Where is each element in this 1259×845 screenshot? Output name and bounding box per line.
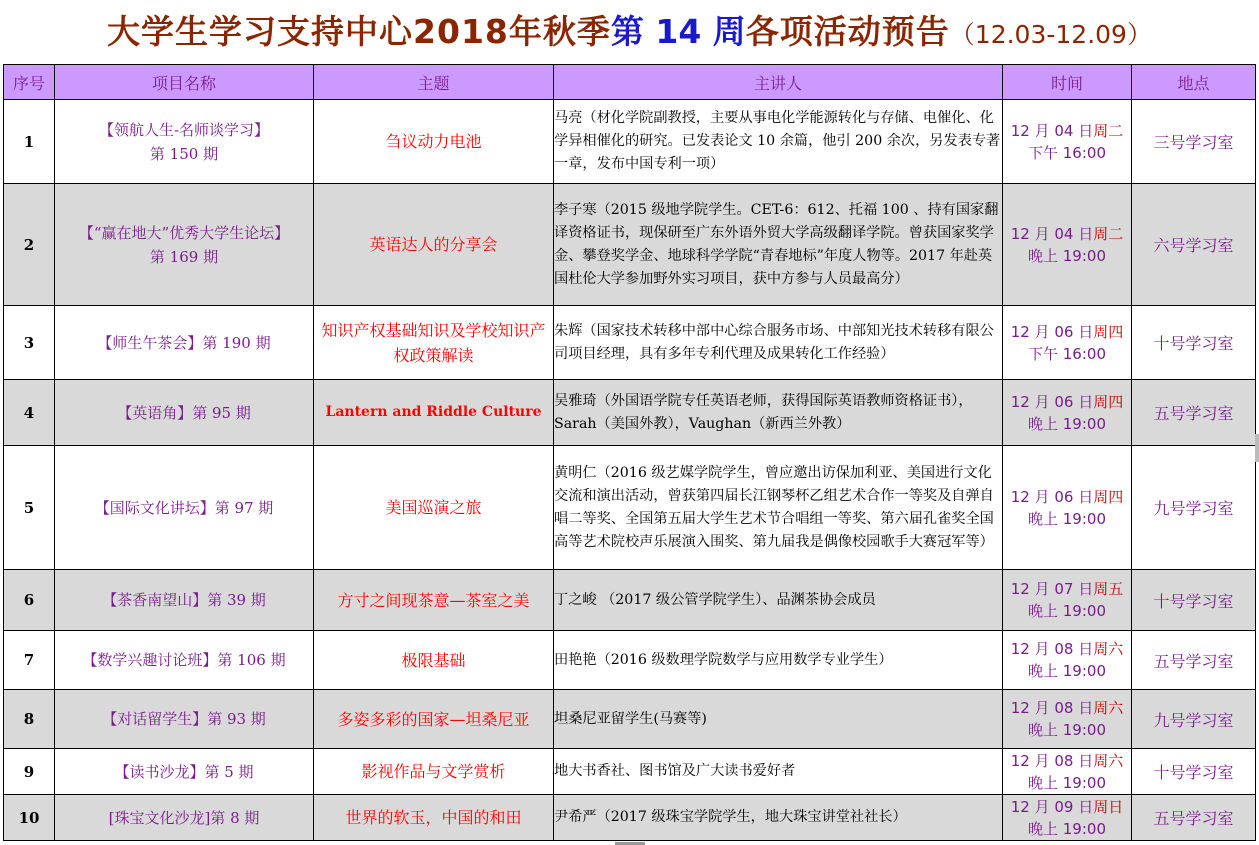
- row-speaker: 地大书香社、图书馆及广大读书爱好者: [554, 749, 1003, 795]
- row-speaker: 田艳艳（2016 级数理学院数学与应用数学专业学生）: [554, 631, 1003, 690]
- table-row: [4, 570, 1256, 631]
- row-speaker: 吴雅琦（外国语学院专任英语老师，获得国际英语教师资格证书），Sarah（美国外教），Vaughan（新西兰外教）: [554, 380, 1003, 446]
- row-place: 六号学习室: [1132, 184, 1256, 306]
- row-clock: 下午 16:00: [1028, 143, 1106, 162]
- row-weekday: 周四: [1093, 322, 1124, 341]
- row-topic: 极限基础: [314, 631, 554, 690]
- row-clock: 晚上 19:00: [1028, 602, 1106, 620]
- row-topic: 美国巡演之旅: [314, 446, 554, 570]
- row-speaker: 坦桑尼亚留学生(马赛等): [554, 690, 1003, 749]
- header-name: 项目名称: [55, 65, 314, 100]
- row-clock: 晚上 19:00: [1028, 819, 1106, 838]
- row-date: 12 月 06 日: [1010, 392, 1094, 411]
- row-time: [1003, 570, 1132, 631]
- row-date: 12 月 08 日: [1010, 640, 1094, 658]
- row-weekday: 周六: [1093, 640, 1124, 658]
- row-weekday: 周二: [1093, 224, 1124, 243]
- row-name: [55, 184, 314, 306]
- row-place: 五号学习室: [1132, 631, 1256, 690]
- row-num: 2: [4, 184, 55, 306]
- table-header-row: [4, 65, 1256, 100]
- title-part-3: 各项活动预告: [745, 12, 950, 51]
- table-row: [4, 631, 1256, 690]
- row-place: 三号学习室: [1132, 100, 1256, 184]
- row-time: [1003, 100, 1132, 184]
- row-place: 十号学习室: [1132, 306, 1256, 380]
- row-clock: 晚上 19:00: [1028, 246, 1106, 265]
- row-topic: 方寸之间现茶意—茶室之美: [314, 570, 554, 631]
- row-speaker: 丁之峻 （2017 级公管学院学生）、品渊茶协会成员: [554, 570, 1003, 631]
- row-topic: 多姿多彩的国家—坦桑尼亚: [314, 690, 554, 749]
- row-name-line2: 第 150 期: [149, 144, 219, 163]
- row-name: [55, 100, 314, 184]
- row-weekday: 周六: [1093, 699, 1124, 717]
- row-name: 【茶香南望山】第 39 期: [55, 570, 314, 631]
- row-name-line1: 【领航人生-名师谈学习】: [98, 120, 270, 139]
- row-date: 12 月 06 日: [1010, 322, 1094, 341]
- header-num: 序号: [4, 65, 55, 100]
- row-weekday: 周四: [1093, 392, 1124, 411]
- row-name-line1: 【“赢在地大”优秀大学生论坛】: [78, 223, 290, 242]
- title-part-1: 大学生学习支持中心2018年秋季: [107, 12, 611, 51]
- row-speaker: 李子寒（2015 级地学院学生。CET-6：612、托福 100 、持有国家翻译资格证书，现保研至广东外语外贸大学高级翻译学院。曾获国家奖学金、攀登奖学金、地球科学学院“青春地标”年度人物等。2017 年赴英国杜伦大学参加野外实习项目，获中方参与人员最高分）: [554, 184, 1003, 306]
- row-time: [1003, 184, 1132, 306]
- row-name: 【对话留学生】第 93 期: [55, 690, 314, 749]
- page-title: [0, 4, 1259, 60]
- row-name: 【师生午茶会】第 190 期: [55, 306, 314, 380]
- row-num: 3: [4, 306, 55, 380]
- row-time: [1003, 690, 1132, 749]
- row-speaker: 黄明仁（2016 级艺媒学院学生，曾应邀出访保加利亚、美国进行文化交流和演出活动，曾获第四届长江钢琴杯乙组艺术合作一等奖及自弹自唱二等奖、全国第五届大学生艺术节合唱组一等奖、第六届孔雀奖全国高等艺术院校声乐展演入围奖、第九届我是偶像校园歌手大赛冠军等）: [554, 446, 1003, 570]
- row-topic: 英语达人的分享会: [314, 184, 554, 306]
- row-clock: 晚上 19:00: [1028, 721, 1106, 739]
- row-topic: 影视作品与文学赏析: [314, 749, 554, 795]
- row-place: 九号学习室: [1132, 690, 1256, 749]
- row-date: 12 月 06 日: [1010, 487, 1094, 506]
- row-place: 十号学习室: [1132, 749, 1256, 795]
- header-place: 地点: [1132, 65, 1256, 100]
- row-num: 6: [4, 570, 55, 631]
- row-clock: 晚上 19:00: [1028, 773, 1106, 792]
- row-date: 12 月 04 日: [1010, 224, 1094, 243]
- row-num: 4: [4, 380, 55, 446]
- row-date: 12 月 07 日: [1010, 580, 1094, 598]
- header-topic: 主题: [314, 65, 554, 100]
- row-place: 十号学习室: [1132, 570, 1256, 631]
- title-week: 第 14 周: [610, 12, 746, 51]
- row-num: 1: [4, 100, 55, 184]
- table-row: [4, 306, 1256, 380]
- row-num: 5: [4, 446, 55, 570]
- row-name: 【数学兴趣讨论班】第 106 期: [55, 631, 314, 690]
- row-name-line2: 第 169 期: [149, 247, 219, 266]
- row-speaker: 马亮（材化学院副教授，主要从事电化学能源转化与存储、电催化、化学异相催化的研究。已发表论文 10 余篇，他引 200 余次，另发表专著一章，发布中国专利一项）: [554, 100, 1003, 184]
- table-row: [4, 380, 1256, 446]
- row-time: [1003, 631, 1132, 690]
- row-num: 7: [4, 631, 55, 690]
- row-weekday: 周五: [1093, 580, 1124, 598]
- row-num: 10: [4, 795, 55, 841]
- header-time: 时间: [1003, 65, 1132, 100]
- row-topic: Lantern and Riddle Culture: [314, 380, 554, 446]
- table-row: [4, 690, 1256, 749]
- row-clock: 晚上 19:00: [1028, 509, 1106, 528]
- row-weekday: 周日: [1093, 797, 1124, 816]
- row-name: [珠宝文化沙龙]第 8 期: [55, 795, 314, 841]
- row-time: [1003, 306, 1132, 380]
- header-speaker: 主讲人: [554, 65, 1003, 100]
- row-topic: 刍议动力电池: [314, 100, 554, 184]
- row-topic: 世界的软玉，中国的和田: [314, 795, 554, 841]
- row-weekday: 周四: [1093, 487, 1124, 506]
- row-num: 8: [4, 690, 55, 749]
- row-clock: 晚上 19:00: [1028, 662, 1106, 680]
- row-speaker: 尹希严（2017 级珠宝学院学生，地大珠宝讲堂社社长）: [554, 795, 1003, 841]
- row-num: 9: [4, 749, 55, 795]
- row-name: 【国际文化讲坛】第 97 期: [55, 446, 314, 570]
- row-speaker: 朱辉（国家技术转移中部中心综合服务市场、中部知光技术转移有限公司项目经理，具有多年专利代理及成果转化工作经验）: [554, 306, 1003, 380]
- row-place: 五号学习室: [1132, 795, 1256, 841]
- table-row: [4, 446, 1256, 570]
- title-date-range: （12.03-12.09）: [949, 20, 1152, 49]
- row-clock: 晚上 19:00: [1028, 414, 1106, 433]
- row-time: [1003, 380, 1132, 446]
- table-row: [4, 795, 1256, 841]
- table-row: [4, 100, 1256, 184]
- row-name: 【读书沙龙】第 5 期: [55, 749, 314, 795]
- row-place: 五号学习室: [1132, 380, 1256, 446]
- row-date: 12 月 08 日: [1010, 751, 1094, 770]
- row-weekday: 周六: [1093, 751, 1124, 770]
- table-row: [4, 184, 1256, 306]
- row-time: [1003, 795, 1132, 841]
- row-date: 12 月 08 日: [1010, 699, 1094, 717]
- table-row: [4, 749, 1256, 795]
- row-date: 12 月 09 日: [1010, 797, 1094, 816]
- row-date: 12 月 04 日: [1010, 121, 1094, 140]
- row-place: 九号学习室: [1132, 446, 1256, 570]
- row-name: 【英语角】第 95 期: [55, 380, 314, 446]
- row-topic: 知识产权基础知识及学校知识产权政策解读: [314, 306, 554, 380]
- row-weekday: 周二: [1093, 121, 1124, 140]
- row-clock: 下午 16:00: [1028, 344, 1106, 363]
- row-time: [1003, 749, 1132, 795]
- row-time: [1003, 446, 1132, 570]
- scrollbar-thumb[interactable]: [1255, 434, 1259, 462]
- schedule-table: [3, 64, 1256, 841]
